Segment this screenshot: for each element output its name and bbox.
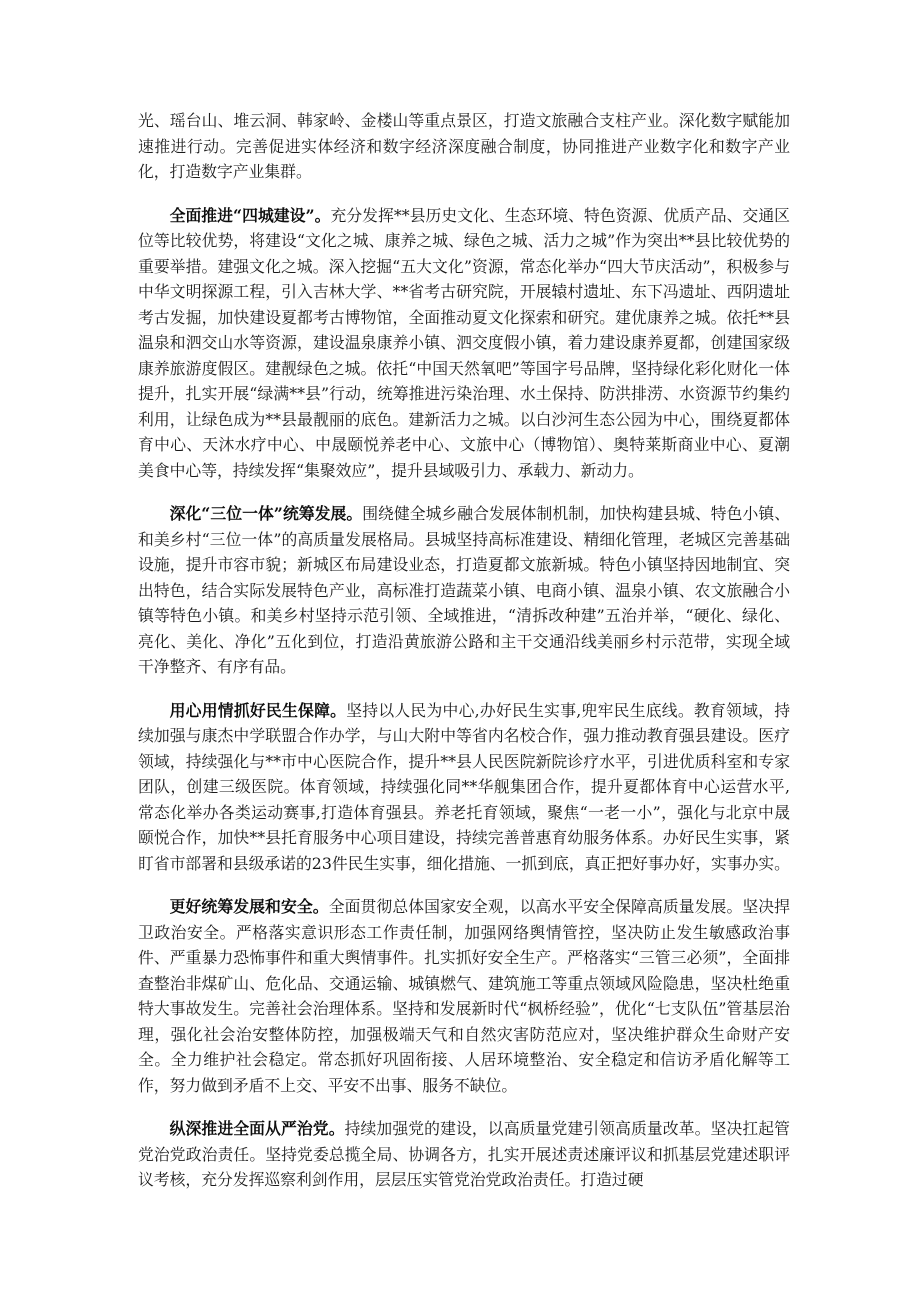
paragraph-livelihood <box>138 698 790 877</box>
paragraph-continuation <box>138 108 790 185</box>
paragraph-body: 坚持以人民为中心,办好民生实事,兜牢民生底线。教育领域，持续加强与康杰中学联盟合作办学，与山大附中等省内名校合作，强力推动教育强县建设。医疗领域，持续强化与**市中心医院合作，提升**县人民医院新院诊疗水平，引进优质科室和专家团队，创建三级医院。体育领域，持续强化同**华舰集团合作，提升夏都体育中心运营水平,常态化举办各类运动赛事,打造体育强县。养老托育领域，聚焦“一老一小”，强化与北京中晟颐悦合作，加快**县托育服务中心项目建设，持续完善普惠育幼服务体系。办好民生实事，紧盯省市部署和县级承诺的23件民生实事，细化措施、一抓到底，真正把好事办好，实事办实。 <box>138 700 790 873</box>
paragraph-body: 围绕健全城乡融合发展体制机制，加快构建县城、特色小镇、和美乡村“三位一体”的高质量发展格局。县城坚持高标准建设、精细化管理，老城区完善基础设施，提升市容市貌；新城区布局建设业态，打造夏都文旅新城。特色小镇坚持因地制宜、突出特色，结合实际发展特色产业，高标准打造蔬菜小镇、电商小镇、温泉小镇、农文旅融合小镇等特色小镇。和美乡村坚持示范引领、全域推进，“清拆改种建”五治并举，“硬化、绿化、亮化、美化、净化”五化到位，打造沿黄旅游公路和主干交通沿线美丽乡村示范带，实现全域干净整齐、有序有品。 <box>138 504 790 676</box>
paragraph-body: 光、瑶台山、堆云洞、韩家岭、金楼山等重点景区，打造文旅融合支柱产业。深化数字赋能加速推进行动。完善促进实体经济和数字经济深度融合制度，协同推进产业数字化和数字产业化，打造数字产业集群。 <box>138 111 790 181</box>
paragraph-party-governance <box>138 1116 790 1193</box>
paragraph-body: 持续加强党的建设，以高质量党建引领高质量改革。坚决扛起管党治党政治责任。坚持党委总揽全局、协调各方，扎实开展述责述廉评议和抓基层党建述职评议考核，充分发挥巡察利剑作用，层层压实管党治党政治责任。打造过硬 <box>138 1119 790 1189</box>
document-page <box>138 108 790 1211</box>
paragraph-heading: 纵深推进全面从严治党。 <box>169 1119 345 1138</box>
paragraph-four-cities <box>138 203 790 484</box>
paragraph-heading: 用心用情抓好民生保障。 <box>169 700 347 720</box>
paragraph-heading: 全面推进“四城建设”。 <box>169 205 331 225</box>
paragraph-security <box>138 894 790 1098</box>
paragraph-body: 充分发挥**县历史文化、生态环境、特色资源、优质产品、交通区位等比较优势，将建设“文化之城、康养之城、绿色之城、活力之城”作为突出**县比较优势的重要举措。建强文化之城。深入挖掘“五大文化”资源，常态化举办“四大节庆活动”，积极参与中华文明探源工程，引入吉林大学、**省考古研究院，开展辕村遗址、东下冯遗址、西阴遗址考古发掘，加快建设夏都考古博物馆，全面推动夏文化探索和研究。建优康养之城。依托**县温泉和泗交山水等资源，建设温泉康养小镇、泗交度假小镇，着力建设康养夏都，创建国家级康养旅游度假区。建靓绿色之城。依托“中国天然氧吧”等国字号品牌，坚持绿化彩化财化一体提升，扎实开展“绿满**县”行动，统筹推进污染治理、水土保持、防洪排涝、水资源节约集约利用，让绿色成为**县最靓丽的底色。建新活力之城。以白沙河生态公园为中心，围绕夏都体育中心、天沐水疗中心、中晟颐悦养老中心、文旅中心（博物馆）、奥特莱斯商业中心、夏潮美食中心等，持续发挥“集聚效应”，提升县域吸引力、承载力、新动力。 <box>138 205 790 480</box>
paragraph-body: 全面贯彻总体国家安全观，以高水平安全保障高质量发展。坚决捍卫政治安全。严格落实意识形态工作责任制，加强网络舆情管控，坚决防止发生敏感政治事件、严重暴力恐怖事件和重大舆情事件。扎实抓好安全生产。严格落实“三管三必须”，全面排查整治非煤矿山、危化品、交通运输、城镇燃气、建筑施工等重点领域风险隐患，坚决杜绝重特大事故发生。完善社会治理体系。坚持和发展新时代“枫桥经验”，优化“七支队伍”管基层治理，强化社会治安整体防控，加强极端天气和自然灾害防范应对，坚决维护群众生命财产安全。全力维护社会稳定。常态抓好巩固衔接、人居环境整治、安全稳定和信访矛盾化解等工作，努力做到矛盾不上交、平安不出事、服务不缺位。 <box>138 897 790 1095</box>
paragraph-three-in-one <box>138 501 790 680</box>
paragraph-heading: 更好统筹发展和安全。 <box>169 897 329 916</box>
paragraph-heading: 深化“三位一体”统筹发展。 <box>169 504 363 523</box>
